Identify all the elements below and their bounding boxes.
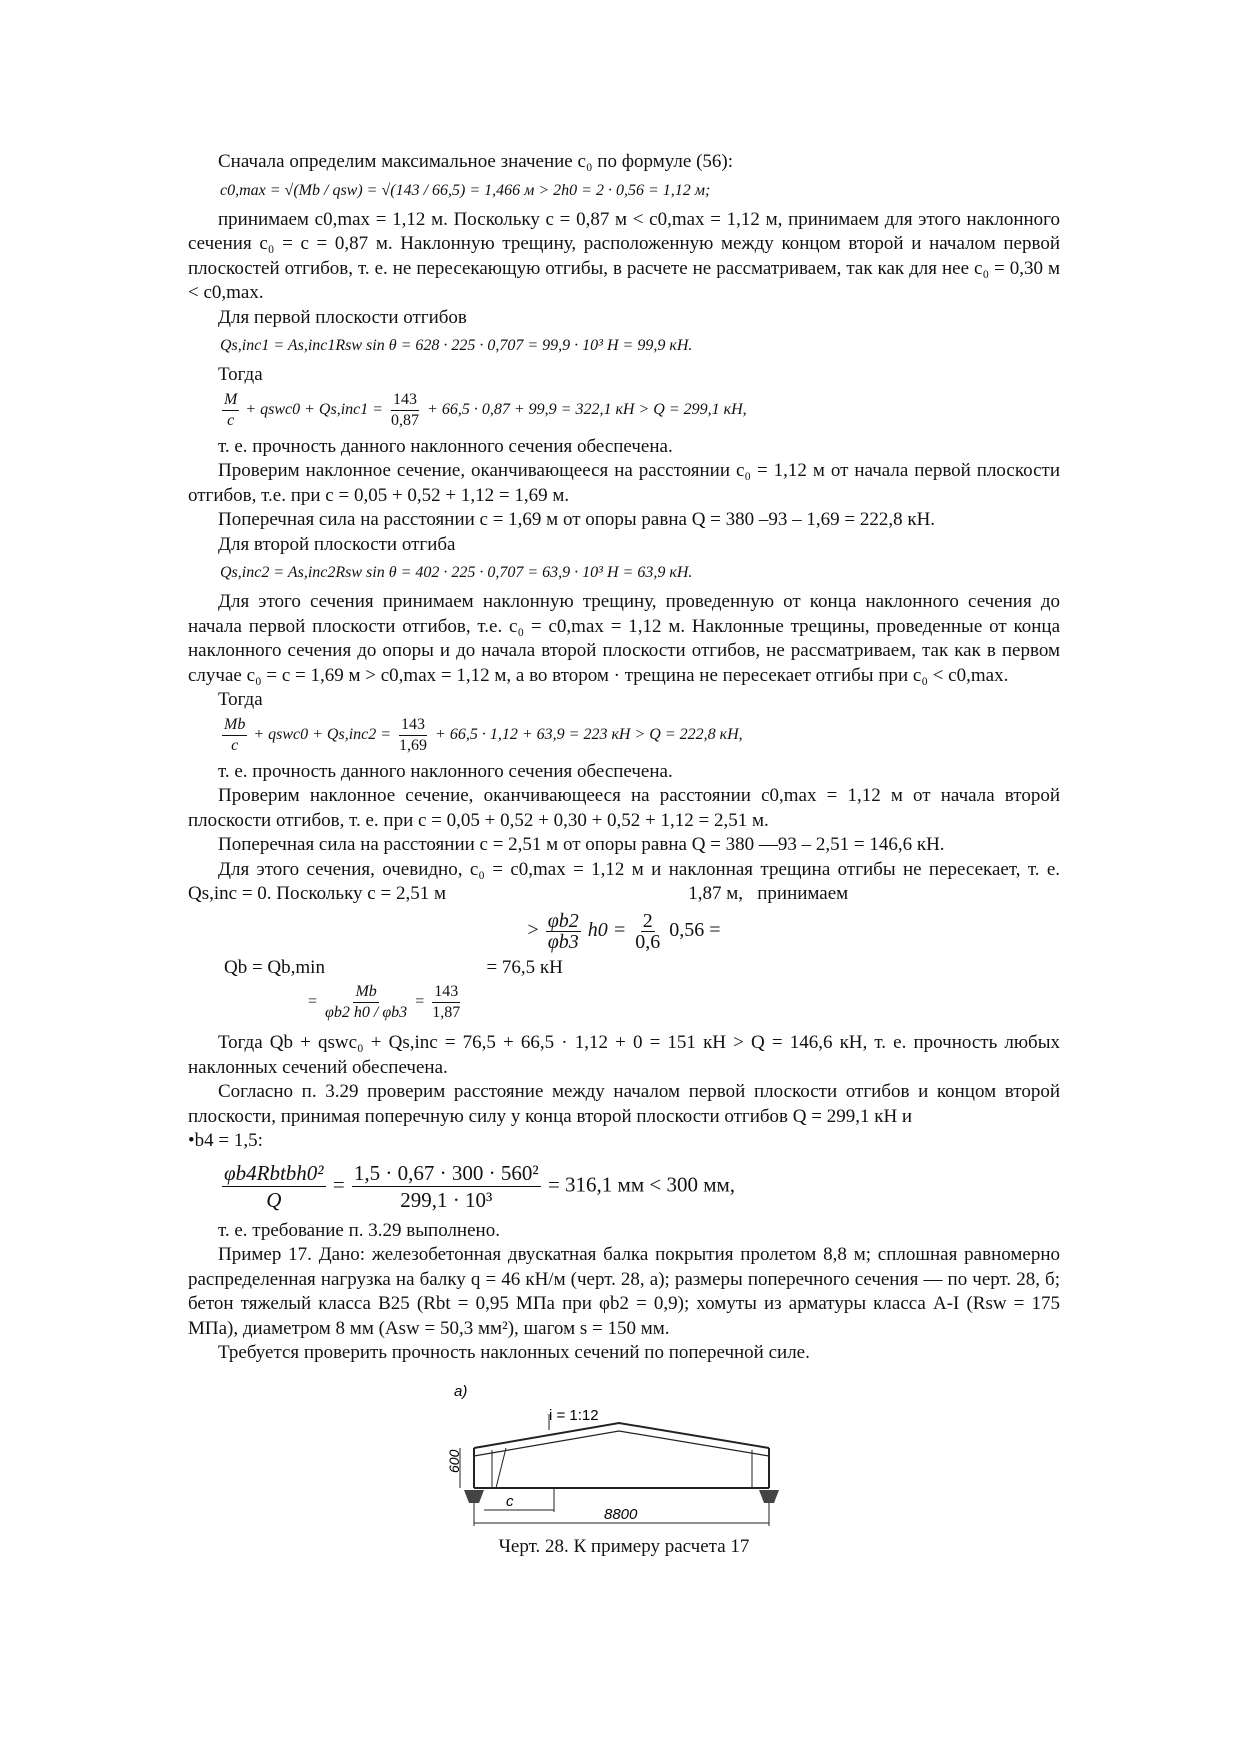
figure-caption: Черт. 28. К примеру расчета 17 (498, 1536, 750, 1557)
beam-drawing (434, 1378, 814, 1528)
formula-qsinc2: Qs,inc2 = As,inc2Rsw sin θ = 402 · 225 · 0,707 = 63,9 · 10³ Н = 63,9 кН. (220, 564, 693, 581)
c-label: c (506, 1492, 514, 1510)
paragraph: •b4 = 1,5: (188, 1130, 263, 1151)
paragraph: т. е. прочность данного наклонного сечения обеспечена. (218, 435, 673, 457)
paragraph: Поперечная сила на расстоянии c = 1,69 м от опоры равна Q = 380 –93 – 1,69 = 222,8 кН. (218, 509, 936, 530)
paragraph: Согласно п. 3.29 проверим расстояние между началом первой плоскости отгибов и концом второй плоскости, принимая поперечную силу у конца второй плоскости отгибов Q = 299,1 кН и (188, 1081, 1060, 1127)
formula-qsinc1: Qs,inc1 = As,inc1Rsw sin θ = 628 · 225 · 0,707 = 99,9 · 10³ Н = 99,9 кН. (220, 337, 693, 354)
formula-check-2: $\frac{Mb}{c}$ + qswc0 + Qs,inc2 = $\frac{143}{1,69}$ + 66,5 · 1,12 + 63,9 = 223 кН > Q = 222,8 кН, (224, 715, 743, 754)
formula-check-1: $\frac{M}{c}$ + qswc0 + Qs,inc1 = $\frac{143}{0,87}$ + 66,5 · 0,87 + 99,9 = 322,1 кН > Q = 299,1 кН, (224, 390, 747, 429)
paragraph: Сначала определим максимальное значение c₀ по формуле (56): (218, 151, 734, 172)
paragraph: т. е. требование п. 3.29 выполнено. (218, 1219, 500, 1241)
paragraph: Тогда Qb + qswc₀ + Qs,inc = 76,5 + 66,5 · 1,12 + 0 = 151 кН > Q = 146,6 кН, т. е. прочность любых наклонных сечений обеспечена. (188, 1032, 1060, 1078)
formula-phi-ratio: > $\frac{\varphi b2}{\varphi b3}$ h0 = $\frac{2}{0,6}$ 0,56 = (527, 909, 721, 953)
paragraph: Требуется проверить прочность наклонных сечений по поперечной силе. (218, 1342, 810, 1363)
paragraph: Для первой плоскости отгибов (218, 306, 467, 328)
paragraph: Поперечная сила на расстоянии c = 2,51 м от опоры равна Q = 380 —93 – 2,51 = 146,6 кН. (218, 834, 945, 855)
paragraph: Тогда (218, 689, 263, 710)
span-label: 8800 (604, 1505, 638, 1523)
formula-qb: Qb = Qb,min = 76,5 кН (224, 956, 563, 978)
figure-label-a: а) (454, 1382, 468, 1400)
formula-c0max: c0,max = √(Mb / qsw) = √(143 / 66,5) = 1,466 м > 2h0 = 2 · 0,56 = 1,12 м; (220, 181, 711, 199)
paragraph: Пример 17. Дано: железобетонная двускатная балка покрытия пролетом 8,8 м; сплошная равномерно распределенная нагрузка на балку q = 46 кН/м (черт. 28, а); размеры поперечного сечения — по черт. 28, б; бетон тяжелый класса В25 (Rbt = 0,95 МПа при φb2 = 0,9); хомуты из арматуры класса А-I (Rsw = 175 МПа), диаметром 8 мм (Asw = 50,3 мм²), шагом s = 150 мм. (188, 1244, 1060, 1339)
paragraph: т. е. прочность данного наклонного сечения обеспечена. (218, 760, 673, 782)
paragraph: Для второй плоскости отгиба (218, 533, 456, 555)
paragraph: Проверим наклонное сечение, оканчивающееся на расстоянии c₀ = 1,12 м от начала первой плоскости отгибов, т.е. при c = 0,05 + 0,52 + 1,12 = 1,69 м. (188, 460, 1060, 506)
paragraph: Тогда (218, 364, 263, 385)
paragraph: Для этого сечения, очевидно, c₀ = c0,max = 1,12 м и наклонная трещина отгибы не пересекает, т. е. Qs,inc = 0. Поскольку c = 2,51 м 1,87 м, принимаем (188, 858, 1065, 904)
paragraph: Для этого сечения принимаем наклонную трещину, проведенную от конца наклонного сечения до начала первой плоскости отгибов, т.е. c₀ = c0,max = 1,12 м. Наклонные трещины, проведенные от конца наклонного сечения до опоры и до начала второй плоскости отгибов, не рассматриваем, так как в первом случае c₀ = c = 1,69 м > c0,max = 1,12 м, а во втором · трещина не пересекает отгибы при c₀ < c0,max. (188, 591, 1060, 686)
document-page (188, 150, 1065, 1560)
slope-label: i = 1:12 (549, 1406, 599, 1424)
height-label: 600 (446, 1449, 462, 1473)
formula-distance: φb4Rbtbh0² Q = $\frac{\text{1,5 · 0,67 · 300 · 560²}}{\text{299,1 · 10³}}$ = 316,1 мм < 300 мм, (224, 1160, 736, 1212)
paragraph: принимаем c0,max = 1,12 м. Поскольку c = 0,87 м < c0,max = 1,12 м, принимаем для этого наклонного сечения c₀ = c = 0,87 м. Наклонную трещину, расположенную между концом второй и началом первой плоскостей отгибов, т. е. не пересекающую отгибы, в расчете не рассматриваем, так как для нее c₀ = 0,30 м < c0,max. (188, 208, 1060, 303)
beam-figure (434, 1378, 814, 1536)
formula-qbmin: = $\frac{Mb}{\varphi b2 h0 / \varphi b3}$ = $\frac{143}{1,87}$ (308, 983, 461, 1021)
paragraph: Проверим наклонное сечение, оканчивающееся на расстоянии c0,max = 1,12 м от начала второй плоскости отгибов, т. е. при c = 0,05 + 0,52 + 0,30 + 0,52 + 1,12 = 2,51 м. (188, 785, 1060, 831)
